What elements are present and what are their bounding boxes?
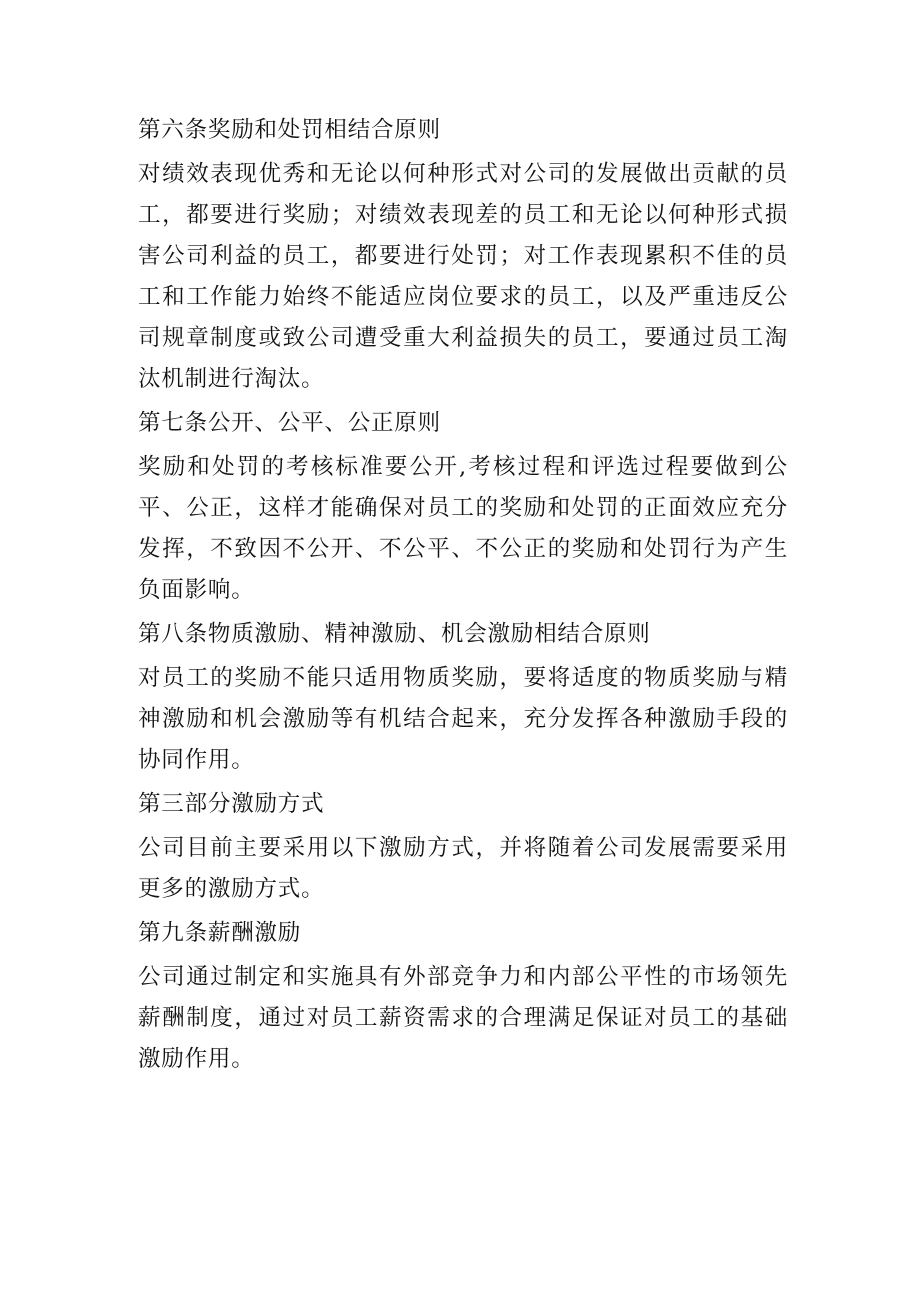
- paragraph-article-8-body: 对员工的奖励不能只适用物质奖励，要将适度的物质奖励与精神激励和机会激励等有机结合起来，充分发挥各种激励手段的协同作用。: [138, 665, 788, 773]
- paragraph-part-3-intro: 公司目前主要采用以下激励方式，并将随着公司发展需要采用更多的激励方式。: [138, 835, 788, 902]
- paragraph-article-6-body: 对绩效表现优秀和无论以何种形式对公司的发展做出贡献的员工，都要进行奖励；对绩效表现差的员工和无论以何种形式损害公司利益的员工，都要进行处罚；对工作表现累积不佳的员工和工作能力始终不能适应岗位要求的员工，以及严重违反公司规章制度或致公司遭受重大利益损失的员工，要通过员工淘汰机制进行淘汰。: [138, 161, 788, 392]
- paragraph-article-7-body: 奖励和处罚的考核标准要公开,考核过程和评选过程要做到公平、公正，这样才能确保对员工的奖励和处罚的正面效应充分发挥，不致因不公开、不公平、不公正的奖励和处罚行为产生负面影响。: [138, 454, 788, 603]
- section-heading-article-6: 第六条奖励和处罚相结合原则: [138, 117, 441, 143]
- section-heading-article-9: 第九条薪酬激励: [138, 920, 302, 946]
- part-heading-incentive-methods: 第三部分激励方式: [138, 791, 325, 817]
- section-heading-article-8: 第八条物质激励、精神激励、机会激励相结合原则: [138, 621, 651, 647]
- document-body: [138, 110, 788, 1080]
- section-heading-article-7: 第七条公开、公平、公正原则: [138, 410, 441, 436]
- paragraph-article-9-body: 公司通过制定和实施具有外部竞争力和内部公平性的市场领先薪酬制度，通过对员工薪资需求的合理满足保证对员工的基础激励作用。: [138, 964, 788, 1072]
